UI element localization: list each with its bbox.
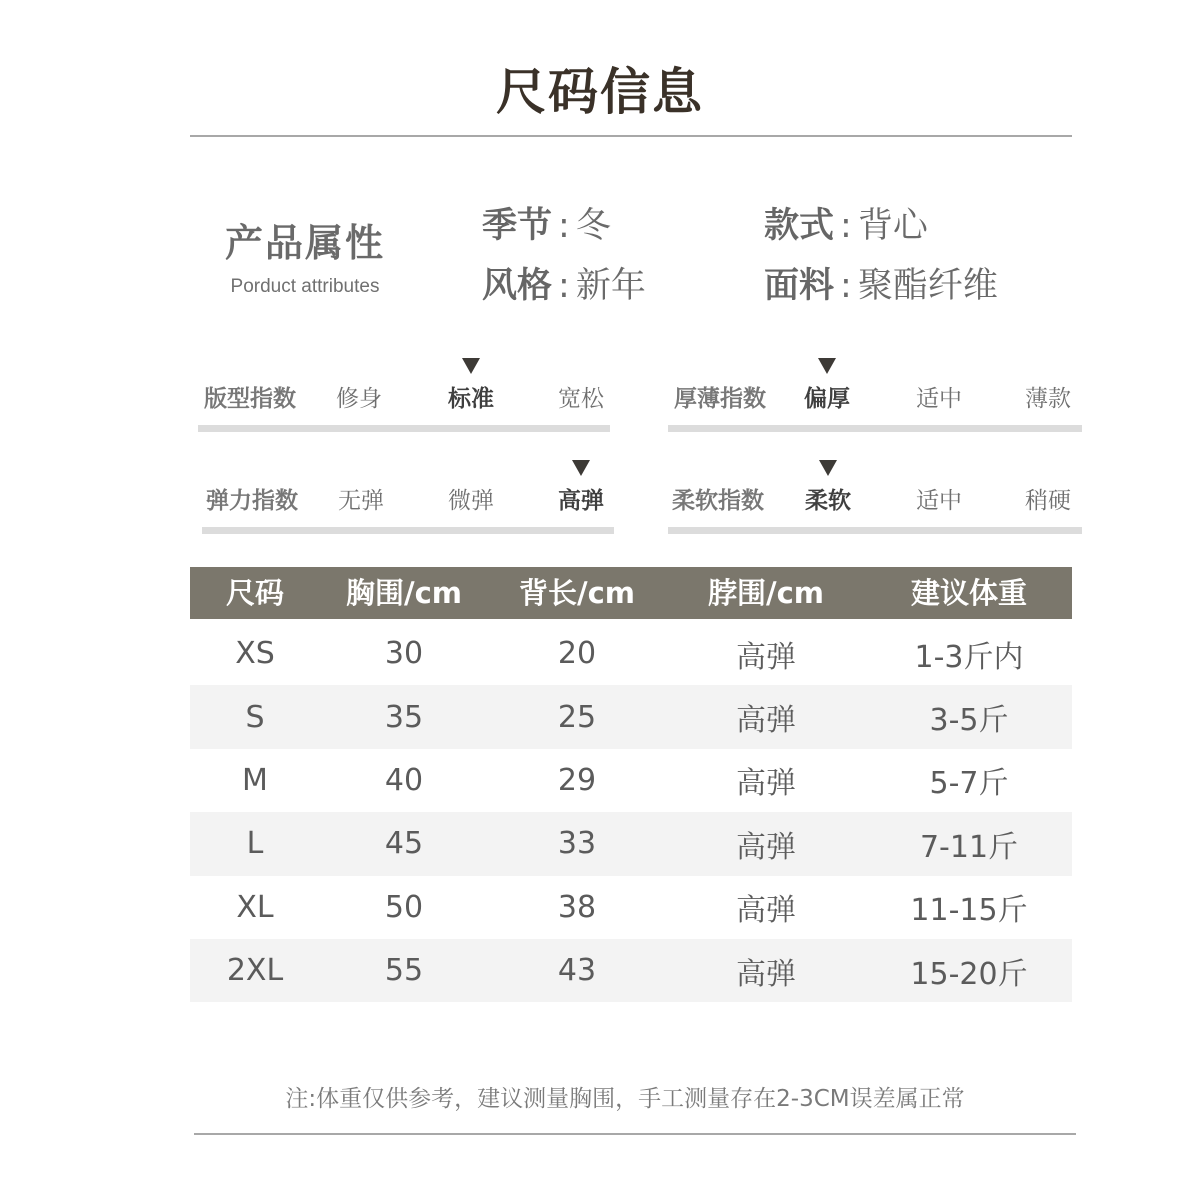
selected-marker-icon: [462, 358, 480, 374]
cell-chest: 30: [384, 636, 424, 672]
index-bar: [668, 527, 1082, 534]
cell-size: M: [242, 762, 268, 798]
attr-value: 聚酯纤维: [857, 266, 998, 306]
header-neck: 脖围/cm: [707, 576, 824, 610]
index-label: 厚薄指数: [674, 386, 766, 412]
title-divider: [190, 135, 1072, 137]
index-option: 适中: [916, 488, 962, 514]
index-label: 弹力指数: [206, 488, 298, 514]
cell-back-length: 43: [557, 953, 597, 989]
table-row: [190, 685, 1072, 748]
attr-theme: 风格 : 新年: [482, 266, 646, 306]
index-option: 柔软: [805, 488, 851, 514]
selected-marker-icon: [572, 460, 590, 476]
cell-chest: 35: [384, 699, 424, 735]
attributes-title: 产品属性: [224, 221, 385, 265]
attr-value: 背心: [857, 206, 928, 246]
attr-value: 冬: [575, 206, 611, 246]
cell-back-length: 25: [557, 699, 597, 735]
attr-season: 季节 : 冬: [482, 206, 611, 246]
thickness-index: [668, 362, 1082, 432]
table-row: [190, 939, 1072, 1002]
index-label: 版型指数: [204, 386, 296, 412]
index-option: 薄款: [1025, 386, 1071, 412]
header-chest: 胸围/cm: [345, 576, 462, 610]
cell-chest: 50: [384, 889, 424, 925]
cell-size: S: [245, 699, 265, 735]
index-option: 无弹: [338, 488, 384, 514]
table-row: [190, 622, 1072, 685]
table-row: [190, 749, 1072, 812]
selected-marker-icon: [818, 358, 836, 374]
attr-key: 风格: [482, 266, 553, 306]
cell-weight: 1-3斤内: [914, 639, 1024, 675]
attr-style: 款式 : 背心: [764, 206, 928, 246]
fit-index: [198, 362, 610, 432]
index-option: 适中: [916, 386, 962, 412]
attr-key: 款式: [764, 206, 835, 246]
index-bar: [668, 425, 1082, 432]
index-option: 偏厚: [804, 386, 850, 412]
footer-divider: [194, 1133, 1076, 1135]
index-bar: [198, 425, 610, 432]
attr-fabric: 面料 : 聚酯纤维: [764, 266, 998, 306]
cell-neck: 高弹: [736, 956, 796, 992]
cell-chest: 45: [384, 826, 424, 862]
table-row: [190, 812, 1072, 875]
index-bar: [202, 527, 614, 534]
cell-size: L: [246, 826, 264, 862]
cell-weight: 11-15斤: [910, 893, 1028, 929]
cell-weight: 7-11斤: [919, 829, 1019, 865]
header-size: 尺码: [225, 576, 284, 610]
cell-neck: 高弹: [736, 766, 796, 802]
cell-back-length: 38: [557, 889, 597, 925]
cell-chest: 55: [384, 953, 424, 989]
footnote: 注:体重仅供参考，建议测量胸围，手工测量存在2-3CM误差属正常: [285, 1086, 965, 1112]
cell-weight: 5-7斤: [929, 766, 1009, 802]
selected-marker-icon: [819, 460, 837, 476]
cell-back-length: 29: [557, 762, 597, 798]
index-option: 高弹: [558, 488, 604, 514]
cell-weight: 3-5斤: [929, 703, 1009, 739]
index-option: 微弹: [448, 488, 494, 514]
cell-neck: 高弹: [736, 703, 796, 739]
cell-back-length: 20: [557, 636, 597, 672]
cell-size: XS: [235, 636, 275, 672]
cell-size: XL: [236, 889, 274, 925]
page-title: 尺码信息: [496, 63, 704, 121]
cell-neck: 高弹: [736, 893, 796, 929]
index-option: 修身: [336, 386, 382, 412]
attr-key: 季节: [482, 206, 553, 246]
cell-chest: 40: [384, 762, 424, 798]
attributes-subtitle: Porduct attributes: [230, 276, 380, 297]
cell-size: 2XL: [226, 953, 284, 989]
softness-index: [668, 464, 1082, 534]
cell-neck: 高弹: [736, 829, 796, 865]
cell-weight: 15-20斤: [910, 956, 1028, 992]
index-option: 宽松: [558, 386, 604, 412]
index-option: 标准: [448, 386, 494, 412]
index-label: 柔软指数: [672, 488, 764, 514]
index-option: 稍硬: [1025, 488, 1071, 514]
attr-value: 新年: [575, 266, 646, 306]
table-header: [190, 567, 1072, 619]
attr-key: 面料: [764, 266, 835, 306]
header-back-length: 背长/cm: [518, 576, 635, 610]
table-row: [190, 876, 1072, 939]
table-body: [190, 622, 1072, 1002]
header-weight: 建议体重: [910, 576, 1027, 610]
size-table: [190, 567, 1072, 1002]
cell-back-length: 33: [557, 826, 597, 862]
elasticity-index: [202, 464, 614, 534]
cell-neck: 高弹: [736, 639, 796, 675]
